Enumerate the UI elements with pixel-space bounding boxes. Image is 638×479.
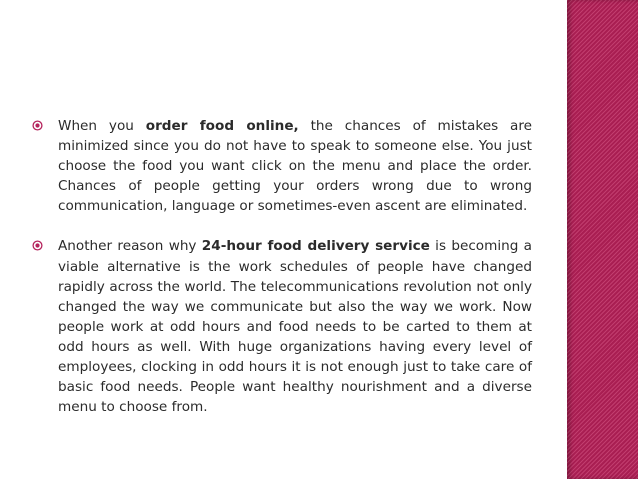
paragraph-text-pre: When you	[58, 118, 146, 134]
decorative-sidebar	[567, 0, 638, 479]
paragraph-text-post: the chances of mistakes are minimized since you do not have to speak to someone else. You just choose the food you want click on the menu and place the order. Chances of people getting your orders wrong due to wrong communication, language or sometimes-even ascent are eliminated.	[58, 118, 533, 215]
paragraph-text-bold: order food online,	[145, 118, 299, 134]
bullet-paragraph-1	[32, 116, 532, 216]
paragraph-text-bold: 24-hour food delivery service	[201, 238, 430, 255]
bullet-paragraph-2	[32, 236, 532, 417]
paragraph-text-pre: Another reason why	[58, 238, 202, 255]
bullet-icon	[32, 240, 43, 251]
slide-content	[32, 116, 532, 437]
bullet-icon	[32, 120, 43, 131]
paragraph-text-post: is becoming a viable alternative is the work schedules of people have changed rapidly across the world. The telecommunications revolution not only changed the way we communicate but also the way we work. Now people work at odd hours and food needs to be carted to them at odd hours as well. With huge organizations having every level of employees, clocking in odd hours it is not enough just to take care of basic food needs. People want healthy nourishment and a diverse menu to choose from.	[58, 238, 532, 416]
